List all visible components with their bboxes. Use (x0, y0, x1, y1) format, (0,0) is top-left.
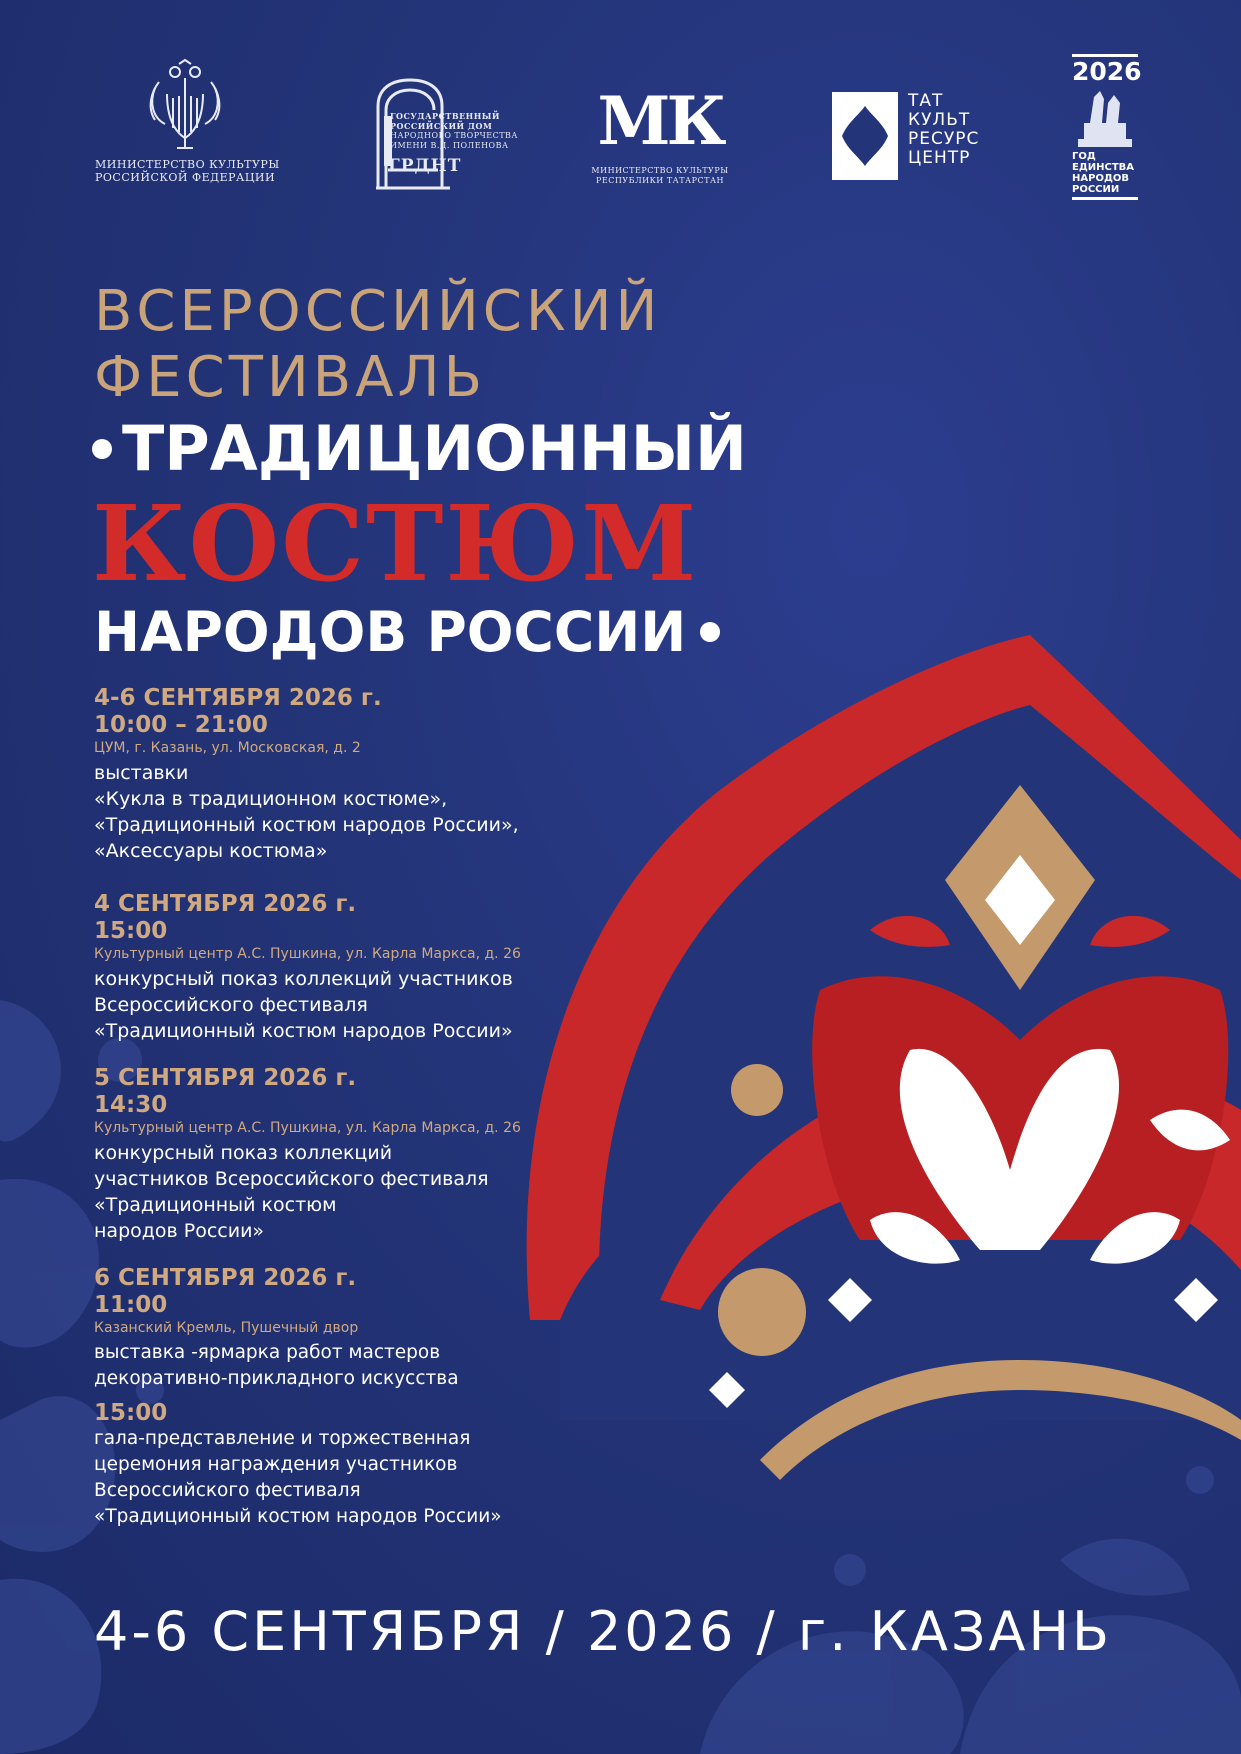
event-description: конкурсный показ коллекций участников Всероссийского фестиваля «Традиционный костюм народов России» (94, 968, 513, 1042)
tatkult-line2: КУЛЬТ (908, 110, 971, 130)
event-item (94, 1064, 654, 1244)
event-time: 15:00 (94, 918, 168, 944)
event-description: выставка -ярмарка работ мастеров декоративно-прикладного искусства (94, 1342, 459, 1389)
year-logo-number: 2026 (1072, 54, 1138, 85)
logo-ministry-of-culture (95, 58, 280, 184)
logo-mk-tatarstan (590, 82, 730, 186)
event-time-2: 15:00 (94, 1400, 168, 1426)
event-place: Культурный центр А.С. Пушкина, ул. Карла Маркса, д. 26 (94, 946, 521, 962)
logo-grdnt (370, 76, 518, 192)
title-line-4: КОСТЮМ (92, 482, 699, 605)
tatkult-line3: РЕСУРС (908, 129, 980, 149)
grdnt-text-line4: ИМЕНИ В.Д. ПОЛЕНОВА (390, 141, 509, 150)
bullet-dot-icon (700, 622, 720, 642)
event-schedule (94, 684, 654, 1540)
title-line-3-text: ТРАДИЦИОННЫЙ (122, 412, 747, 485)
event-date: 5 СЕНТЯБРЯ 2026 г. (94, 1065, 357, 1091)
event-item (94, 1264, 654, 1530)
title-line-2: ФЕСТИВАЛЬ (94, 345, 487, 410)
event-place: ЦУМ, г. Казань, ул. Московская, д. 2 (94, 740, 361, 756)
double-headed-eagle-icon (145, 58, 225, 158)
event-date: 4 СЕНТЯБРЯ 2026 г. (94, 891, 357, 917)
title-line-5 (94, 600, 730, 664)
event-time: 11:00 (94, 1292, 168, 1318)
logo-year-of-unity (1072, 54, 1142, 204)
event-description: выставки «Кукла в традиционном костюме», «Традиционный костюм народов России», «Аксессуары костюма» (94, 762, 519, 862)
ministry-caption-line1: МИНИСТЕРСТВО КУЛЬТУРЫ (95, 158, 280, 171)
bullet-dot-icon (92, 439, 112, 459)
tatkult-line1: ТАТ (908, 91, 944, 111)
event-item (94, 684, 654, 864)
year-logo-line2: ЕДИНСТВА (1072, 162, 1134, 173)
event-place: Культурный центр А.С. Пушкина, ул. Карла Маркса, д. 26 (94, 1120, 521, 1136)
grdnt-text-line1: ГОСУДАРСТВЕННЫЙ (390, 111, 500, 121)
event-date: 6 СЕНТЯБРЯ 2026 г. (94, 1265, 357, 1291)
event-date: 4-6 СЕНТЯБРЯ 2026 г. (94, 685, 382, 711)
event-description: конкурсный показ коллекций участников Всероссийского фестиваля «Традиционный костюм народов России» (94, 1142, 489, 1242)
footer-date-location: 4-6 СЕНТЯБРЯ / 2026 / г. КАЗАНЬ (94, 1600, 1113, 1663)
tatkult-line4: ЦЕНТР (908, 148, 971, 168)
grdnt-text-line2: РОССИЙСКИЙ ДОМ (390, 121, 493, 131)
grdnt-abbr: ГРДНТ (388, 156, 462, 176)
logo-tatkult (832, 92, 982, 182)
title-line-5-text: НАРОДОВ РОССИИ (94, 600, 687, 664)
mk-caption-line1: МИНИСТЕРСТВО КУЛЬТУРЫ (591, 166, 729, 175)
title-line-1: ВСЕРОССИЙСКИЙ (94, 279, 662, 344)
tatkult-mark-icon (832, 92, 898, 180)
title-line-3 (88, 414, 747, 484)
event-time: 14:30 (94, 1092, 168, 1118)
event-time: 10:00 – 21:00 (94, 712, 268, 738)
monument-icon (1072, 85, 1138, 151)
year-logo-line1: ГОД (1072, 151, 1096, 162)
event-description-2: гала-представление и торжественная церемония награждения участников Всероссийского фестиваля «Традиционный костюм народов России» (94, 1428, 502, 1527)
mk-mark: МК (597, 82, 723, 160)
grdnt-text-line3: НАРОДНОГО ТВОРЧЕСТВА (390, 131, 518, 140)
year-logo-line3: НАРОДОВ (1072, 173, 1129, 184)
event-item (94, 890, 654, 1044)
event-place: Казанский Кремль, Пушечный двор (94, 1320, 359, 1336)
mk-caption-line2: РЕСПУБЛИКИ ТАТАРСТАН (595, 176, 724, 185)
year-logo-line4: РОССИИ (1072, 184, 1138, 200)
ministry-caption-line2: РОССИЙСКОЙ ФЕДЕРАЦИИ (95, 171, 276, 184)
